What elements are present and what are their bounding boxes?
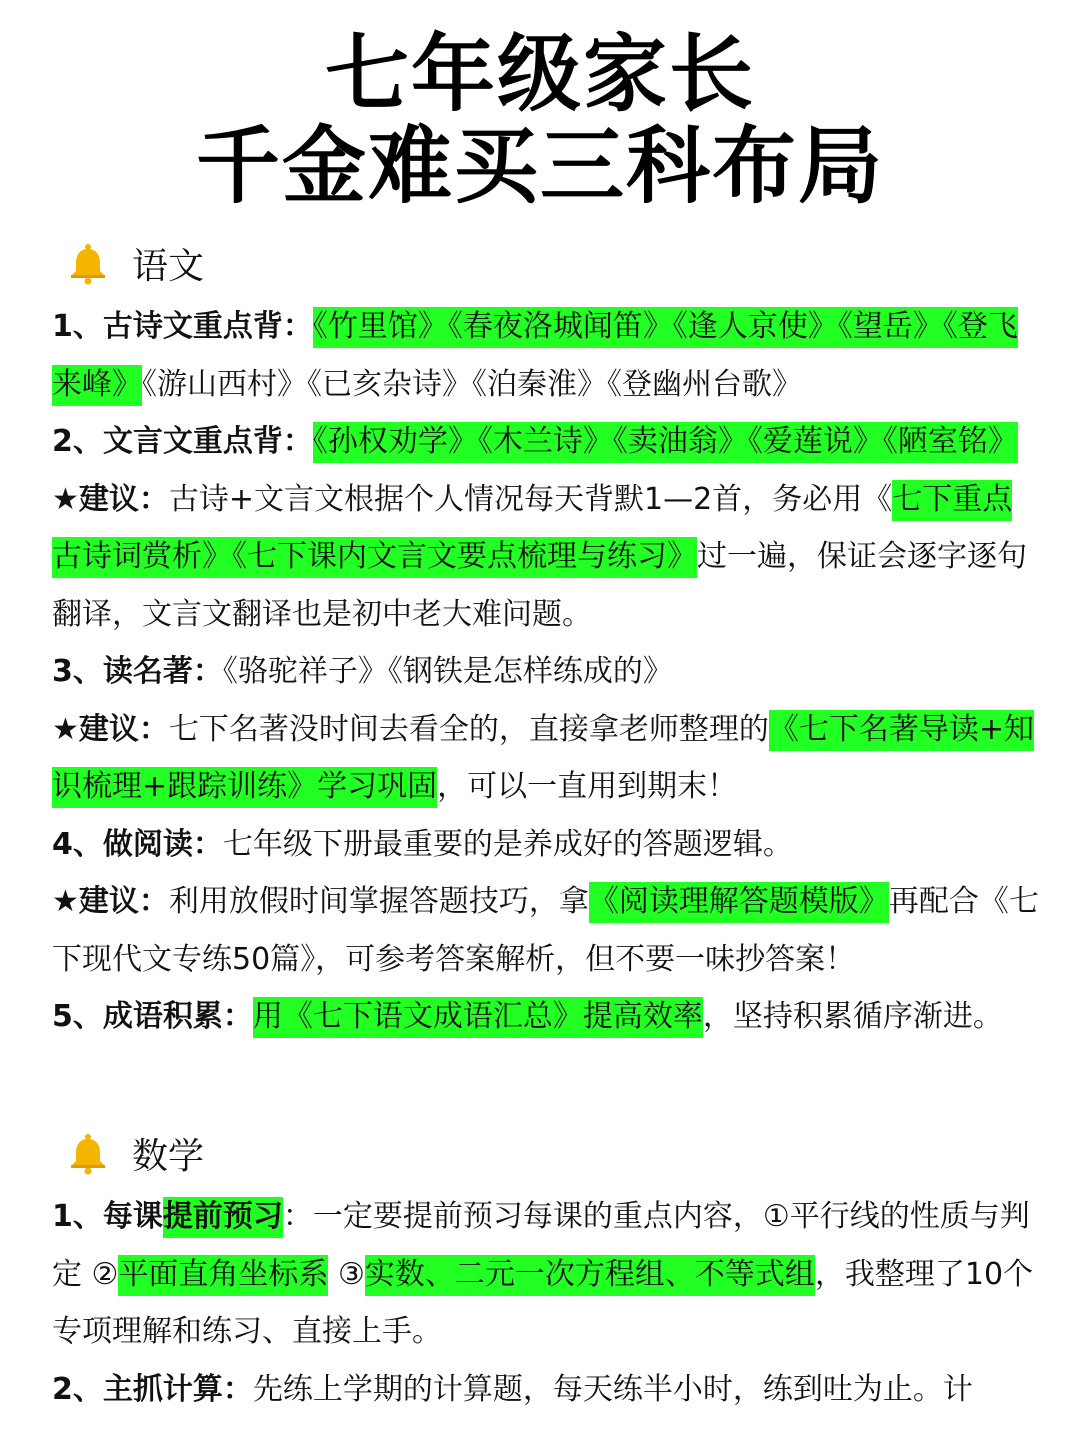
math-item-1 bbox=[52, 1188, 1042, 1361]
item-text: 过一遍，保证会逐字逐句翻译，文言文翻译也是初中老大难问题。 bbox=[52, 539, 1027, 632]
section-title-math: 数学 bbox=[132, 1135, 205, 1177]
highlight-text: 实数、二元一次方程组、不等式组 bbox=[365, 1255, 815, 1296]
item-text: 七年级下册最重要的是养成好的答题逻辑。 bbox=[222, 826, 793, 862]
section-header-chinese bbox=[66, 238, 204, 288]
highlight-text: 《阅读理解答题模版》 bbox=[589, 882, 889, 923]
bell-icon bbox=[66, 1131, 110, 1175]
section-header-math bbox=[66, 1128, 204, 1178]
item-label: ★建议： bbox=[52, 711, 169, 747]
chinese-content bbox=[52, 298, 1042, 1046]
item-label: ★建议： bbox=[52, 884, 169, 919]
highlight-text: 七下重点古诗词赏析》《七下课内文言文要点梳理与练习》 bbox=[52, 480, 1012, 579]
highlight-text: 《竹里馆》《春夜洛城闻笛》《逢人京使》《望岳》《登飞来峰》 bbox=[52, 307, 1018, 406]
item-text: ③ bbox=[328, 1256, 365, 1292]
highlight-text: 提前预习 bbox=[163, 1197, 283, 1238]
highlight-text: 《孙权劝学》《木兰诗》《卖油翁》《爱莲说》《陋室铭》 bbox=[313, 422, 1018, 463]
section-title-chinese: 语文 bbox=[132, 245, 205, 287]
item-label: 5、成语积累： bbox=[52, 999, 253, 1034]
item-label: 3、读名著： bbox=[52, 654, 223, 689]
item-text: 先练上学期的计算题，每天练半小时，练到吐为止。计 bbox=[252, 1371, 973, 1407]
item-text: ，我整理了10个专项理解和练习、直接上手。 bbox=[52, 1256, 1034, 1349]
item-text: 七下名著没时间去看全的，直接拿老师整理的 bbox=[168, 711, 769, 747]
item-text: 利用放假时间掌握答题技巧，拿 bbox=[168, 884, 589, 919]
item-label: 1、古诗文重点背： bbox=[52, 309, 313, 344]
chinese-item-3 bbox=[52, 643, 1042, 701]
chinese-item-4 bbox=[52, 816, 1042, 874]
item-text: 再配合《七下现代文专练50篇》，可参考答案解析，但不要一味抄答案！ bbox=[52, 884, 1039, 977]
item-label: 2、主抓计算： bbox=[52, 1371, 253, 1407]
highlight-text: 平面直角坐标系 bbox=[118, 1255, 328, 1296]
chinese-item-2 bbox=[52, 413, 1042, 471]
chinese-item-1 bbox=[52, 298, 1042, 413]
math-content bbox=[52, 1188, 1042, 1418]
item-text: ，可以一直用到期末！ bbox=[437, 769, 738, 804]
item-label: ★建议： bbox=[52, 481, 169, 517]
math-item-2 bbox=[52, 1361, 1042, 1419]
item-label: 4、做阅读： bbox=[52, 826, 223, 862]
item-text: ，坚持积累循序渐进。 bbox=[702, 999, 1003, 1034]
page-title-line-1: 七年级家长 bbox=[324, 25, 755, 123]
item-text: ：一定要提前预习每课的重点内容，①平行线的性质与判定 ② bbox=[52, 1199, 1030, 1292]
chinese-suggestion-1 bbox=[52, 471, 1042, 644]
chinese-item-5 bbox=[52, 988, 1042, 1046]
item-text: 《骆驼祥子》《钢铁是怎样练成的》 bbox=[222, 654, 673, 689]
chinese-suggestion-2 bbox=[52, 701, 1042, 816]
highlight-text: 《七下名著导读+知识梳理+跟踪训练》学习巩固 bbox=[52, 710, 1034, 809]
page-title-line-2: 千金难买三科布局 bbox=[195, 117, 884, 215]
item-label: 2、文言文重点背： bbox=[52, 424, 313, 459]
item-text: 《游山西村》《已亥杂诗》《泊秦淮》《登幽州台歌》 bbox=[142, 366, 802, 402]
item-label: 1、每课 bbox=[52, 1199, 163, 1234]
highlight-text: 用《七下语文成语汇总》提高效率 bbox=[253, 997, 703, 1038]
chinese-suggestion-3 bbox=[52, 873, 1042, 988]
item-text: 古诗+文言文根据个人情况每天背默1—2首，务必用《 bbox=[168, 481, 893, 517]
bell-icon bbox=[66, 241, 110, 285]
